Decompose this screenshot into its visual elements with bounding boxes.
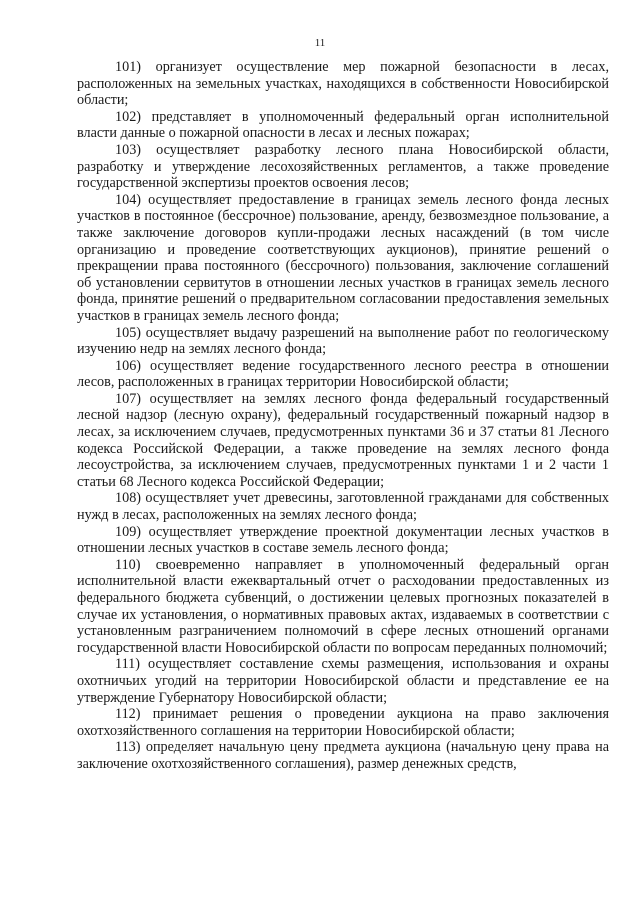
- list-item: 113) определяет начальную цену предмета аукциона (начальную цену права на заключение охотхозяйственного соглашения), размер денежных средств,: [77, 739, 609, 772]
- list-item: 108) осуществляет учет древесины, заготовленной гражданами для собственных нужд в лесах, расположенных на землях лесного фонда;: [77, 490, 609, 524]
- list-item: 104) осуществляет предоставление в границах земель лесного фонда лесных участков в постоянное (бессрочное) пользование, аренду, безвозмездное пользование, а также заключение договоров купли-продажи лесных насаждений (в том числе организацию и проведение соответствующих аукционов), принятие решений о прекращении права постоянного (бессрочного) пользования, заключение соглашений об установлении сервитутов в отношении лесных участков в границах земель лесного фонда, принятие решений о предварительном согласовании предоставления земельных участков в границах земель лесного фонда;: [77, 191, 609, 324]
- list-item: 101) организует осуществление мер пожарной безопасности в лесах, расположенных на земельных участках, находящихся в собственности Новосибирской области;: [77, 59, 609, 109]
- list-item: 112) принимает решения о проведении аукциона на право заключения охотхозяйственного соглашения на территории Новосибирской области;: [77, 706, 609, 739]
- list-item: 110) своевременно направляет в уполномоченный федеральный орган исполнительной власти ежеквартальный отчет о расходовании предоставленных из федерального бюджета субвенций, о достижении целевых прогнозных показателей в случае их установления, о нормативных правовых актах, издаваемых в соответствии с установленным разграничением полномочий в сфере лесных отношений органами государственной власти Новосибирской области по вопросам переданных полномочий;: [77, 556, 609, 656]
- list-item: 103) осуществляет разработку лесного плана Новосибирской области, разработку и утверждение лесохозяйственных регламентов, а также проведение государственной экспертизы проектов освоения лесов;: [77, 141, 609, 192]
- page-number: 11: [314, 37, 326, 49]
- list-item: 111) осуществляет составление схемы размещения, использования и охраны охотничьих угодий на территории Новосибирской области и представление ее на утверждение Губернатору Новосибирской области;: [77, 656, 609, 706]
- document-body: [77, 59, 609, 773]
- list-item: 106) осуществляет ведение государственного лесного реестра в отношении лесов, расположенных в границах территории Новосибирской области;: [77, 357, 609, 391]
- list-item: 102) представляет в уполномоченный федеральный орган исполнительной власти данные о пожарной опасности в лесах и лесных пожарах;: [77, 108, 609, 142]
- list-item: 107) осуществляет на землях лесного фонда федеральный государственный лесной надзор (лесную охрану), федеральный государственный пожарный надзор в лесах, за исключением случаев, предусмотренных пунктами 36 и 37 статьи 81 Лесного кодекса Российской Федерации, а также проведение на землях лесного фонда лесоустройства, за исключением случаев, предусмотренных пунктами 1 и 2 части 1 статьи 68 Лесного кодекса Российской Федерации;: [77, 390, 609, 490]
- list-item: 105) осуществляет выдачу разрешений на выполнение работ по геологическому изучению недр на землях лесного фонда;: [77, 324, 609, 358]
- list-item: 109) осуществляет утверждение проектной документации лесных участков в отношении лесных участков в составе земель лесного фонда;: [77, 523, 609, 557]
